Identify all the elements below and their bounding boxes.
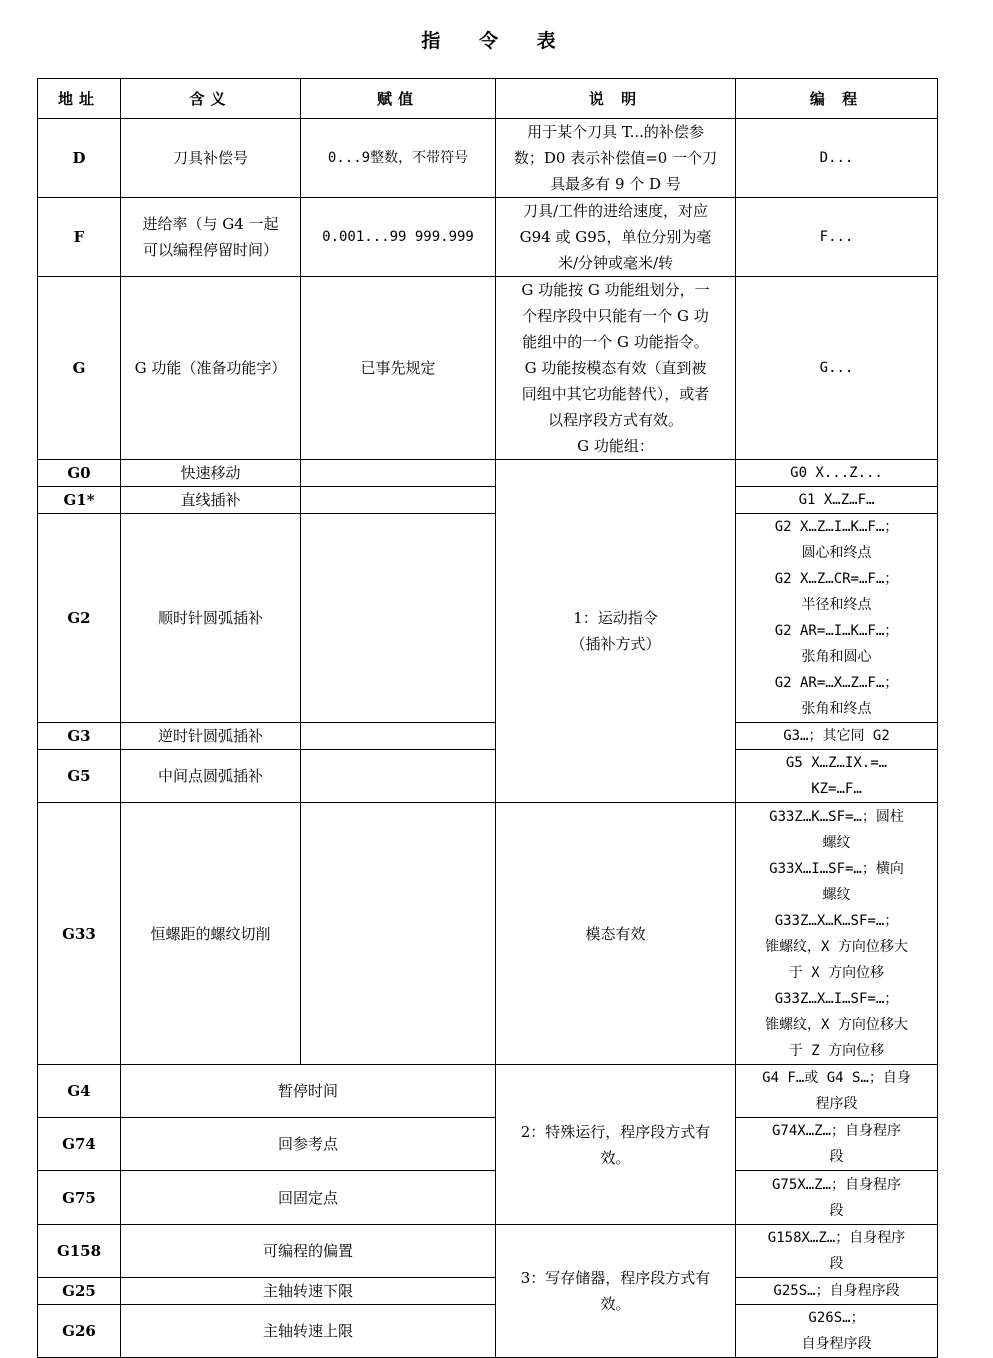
programming-cell: G... xyxy=(736,277,938,460)
meaning-cell: G 功能（准备功能字） xyxy=(121,277,301,460)
value-cell xyxy=(301,487,496,514)
description-cell: 用于某个刀具 T...的补偿参 数；D0 表示补偿值=0 一个刀 具最多有 9 个 D 号 xyxy=(496,119,736,198)
value-cell xyxy=(301,460,496,487)
programming-cell: G75X…Z…；自身程序 段 xyxy=(736,1171,938,1225)
addr-cell: G75 xyxy=(38,1171,121,1225)
description-cell: 刀具/工件的进给速度，对应 G94 或 G95，单位分别为毫 米/分钟或毫米/转 xyxy=(496,198,736,277)
addr-cell: G25 xyxy=(38,1278,121,1305)
programming-cell: G0 X...Z... xyxy=(736,460,938,487)
addr-cell: G158 xyxy=(38,1225,121,1278)
meaning-cell: 回参考点 xyxy=(121,1118,496,1171)
header-description: 说 明 xyxy=(496,79,736,119)
table-row xyxy=(38,1171,938,1225)
value-cell xyxy=(301,514,496,723)
table-row xyxy=(38,723,938,750)
table-row xyxy=(38,514,938,723)
programming-cell: G1 X…Z…F… xyxy=(736,487,938,514)
programming-cell: F... xyxy=(736,198,938,277)
meaning-cell: 顺时针圆弧插补 xyxy=(121,514,301,723)
programming-cell: G26S…； 自身程序段 xyxy=(736,1305,938,1358)
meaning-cell: 快速移动 xyxy=(121,460,301,487)
value-cell: 已事先规定 xyxy=(301,277,496,460)
table-row xyxy=(38,1225,938,1278)
meaning-cell: 中间点圆弧插补 xyxy=(121,750,301,803)
programming-cell: G33Z…K…SF=…；圆柱 螺纹 G33X…I…SF=…；横向 螺纹 G33Z…X…K…SF=…； 锥螺纹，X 方向位移大 于 X 方向位移 G33Z…X…I…SF=…； 锥螺纹，X 方向位移大 于 Z 方向位移 xyxy=(736,803,938,1065)
value-cell: 0...9整数，不带符号 xyxy=(301,119,496,198)
addr-cell: D xyxy=(38,119,121,198)
group1-description-cell: 1：运动指令 （插补方式） xyxy=(496,460,736,803)
programming-cell: G2 X…Z…I…K…F…； 圆心和终点 G2 X…Z…CR=…F…； 半径和终点 G2 AR=…I…K…F…； 张角和圆心 G2 AR=…X…Z…F…； 张角和终点 xyxy=(736,514,938,723)
programming-cell: G25S…；自身程序段 xyxy=(736,1278,938,1305)
table-row xyxy=(38,277,938,460)
header-address: 地址 xyxy=(38,79,121,119)
meaning-cell: 暂停时间 xyxy=(121,1065,496,1118)
addr-cell: G1* xyxy=(38,487,121,514)
addr-cell: G26 xyxy=(38,1305,121,1358)
header-row xyxy=(38,79,938,119)
instruction-table xyxy=(37,78,938,1358)
header-programming: 编 程 xyxy=(736,79,938,119)
meaning-cell: 进给率（与 G4 一起 可以编程停留时间） xyxy=(121,198,301,277)
programming-cell: G3…；其它同 G2 xyxy=(736,723,938,750)
value-cell xyxy=(301,750,496,803)
addr-cell: G3 xyxy=(38,723,121,750)
description-cell: G 功能按 G 功能组划分，一 个程序段中只能有一个 G 功 能组中的一个 G 功能指令。 G 功能按模态有效（直到被 同组中其它功能替代），或者 以程序段方式有效。 G 功能组： xyxy=(496,277,736,460)
description-cell: 模态有效 xyxy=(496,803,736,1065)
addr-cell: G2 xyxy=(38,514,121,723)
table-row xyxy=(38,803,938,1065)
table-row xyxy=(38,119,938,198)
table-row xyxy=(38,1065,938,1118)
addr-cell: G5 xyxy=(38,750,121,803)
meaning-cell: 回固定点 xyxy=(121,1171,496,1225)
table-row xyxy=(38,487,938,514)
addr-cell: G74 xyxy=(38,1118,121,1171)
value-cell xyxy=(301,803,496,1065)
header-value: 赋值 xyxy=(301,79,496,119)
addr-cell: G33 xyxy=(38,803,121,1065)
programming-cell: G74X…Z…；自身程序 段 xyxy=(736,1118,938,1171)
group2-description-cell: 2：特殊运行，程序段方式有 效。 xyxy=(496,1065,736,1225)
addr-cell: G4 xyxy=(38,1065,121,1118)
programming-cell: G5 X…Z…IX.=… KZ=…F… xyxy=(736,750,938,803)
table-row xyxy=(38,1118,938,1171)
value-cell xyxy=(301,723,496,750)
group3-description-cell: 3：写存储器，程序段方式有 效。 xyxy=(496,1225,736,1358)
programming-cell: D... xyxy=(736,119,938,198)
meaning-cell: 主轴转速下限 xyxy=(121,1278,496,1305)
table-row xyxy=(38,460,938,487)
meaning-cell: 刀具补偿号 xyxy=(121,119,301,198)
meaning-cell: 逆时针圆弧插补 xyxy=(121,723,301,750)
table-row xyxy=(38,1305,938,1358)
meaning-cell: 恒螺距的螺纹切削 xyxy=(121,803,301,1065)
table-row xyxy=(38,1278,938,1305)
table-row xyxy=(38,198,938,277)
header-meaning: 含义 xyxy=(121,79,301,119)
addr-cell: F xyxy=(38,198,121,277)
programming-cell: G158X…Z…；自身程序 段 xyxy=(736,1225,938,1278)
table-row xyxy=(38,750,938,803)
addr-cell: G xyxy=(38,277,121,460)
programming-cell: G4 F…或 G4 S…；自身 程序段 xyxy=(736,1065,938,1118)
addr-cell: G0 xyxy=(38,460,121,487)
meaning-cell: 可编程的偏置 xyxy=(121,1225,496,1278)
page-title: 指 令 表 xyxy=(421,30,572,52)
meaning-cell: 主轴转速上限 xyxy=(121,1305,496,1358)
meaning-cell: 直线插补 xyxy=(121,487,301,514)
value-cell: 0.001...99 999.999 xyxy=(301,198,496,277)
